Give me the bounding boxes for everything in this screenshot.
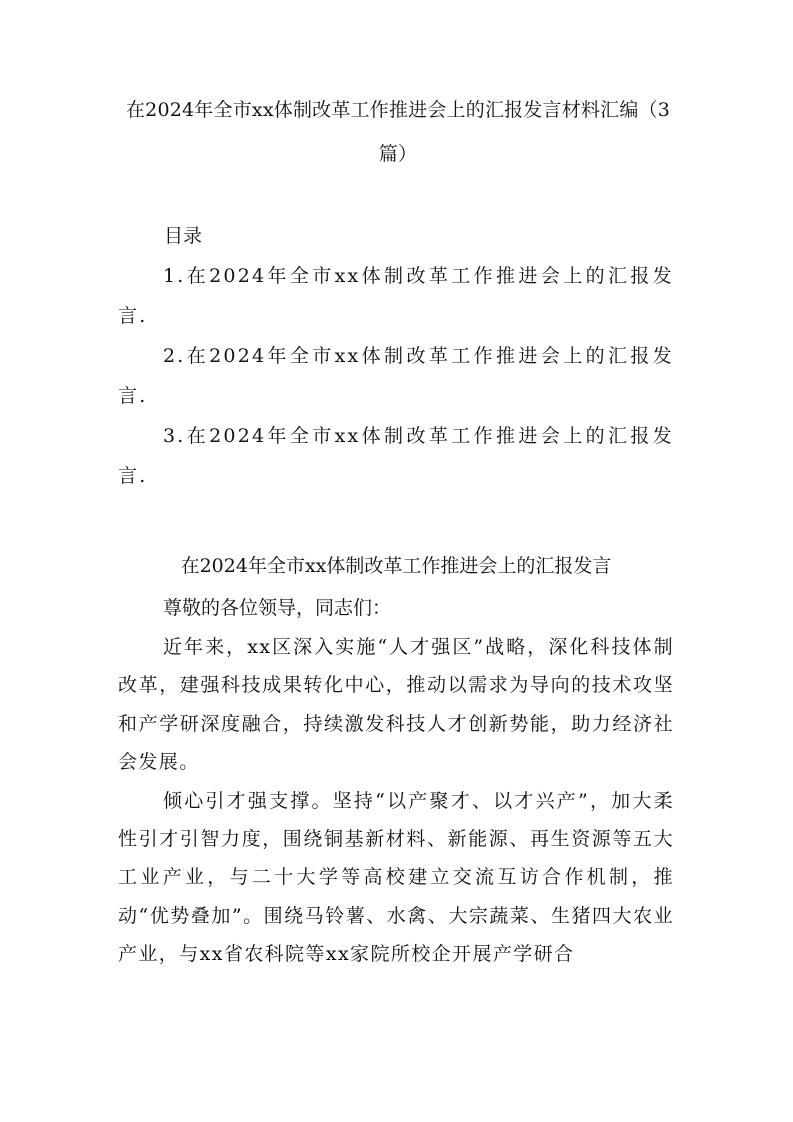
paragraph-1: 近年来，xx区深入实施“人才强区”战略，深化科技体制改革，建强科技成果转化中心，推动以需求为导向的技术攻坚和产学研深度融合，持续激发科技人才创新势能，助力经济社会发展。 [118,636,674,774]
salutation: 尊敬的各位领导，同志们： [163,597,392,619]
document-title: 在2024年全市xx体制改革工作推进会上的汇报发言材料汇编（3篇） [125,99,671,165]
toc-item-2[interactable]: 2.在2024年全市xx体制改革工作推进会上的汇报发言. [118,345,674,407]
toc-item-1[interactable]: 1.在2024年全市xx体制改革工作推进会上的汇报发言. [118,265,674,327]
paragraph-2: 倾心引才强支撑。坚持“以产聚才、以才兴产”，加大柔性引才引智力度，围绕铜基新材料、新能源、再生资源等五大工业产业，与二十大学等高校建立交流互访合作机制，推动“优势叠加”。围绕马铃薯、水禽、大宗蔬菜、生猪四大农业产业，与xx省农科院等xx家院所校企开展产学研合 [118,789,674,966]
toc-heading: 目录 [164,225,203,247]
section-title: 在2024年全市xx体制改革工作推进会上的汇报发言 [180,555,612,577]
toc-item-3[interactable]: 3.在2024年全市xx体制改革工作推进会上的汇报发言. [118,425,674,487]
section-body [118,590,674,974]
toc-list [118,256,674,496]
